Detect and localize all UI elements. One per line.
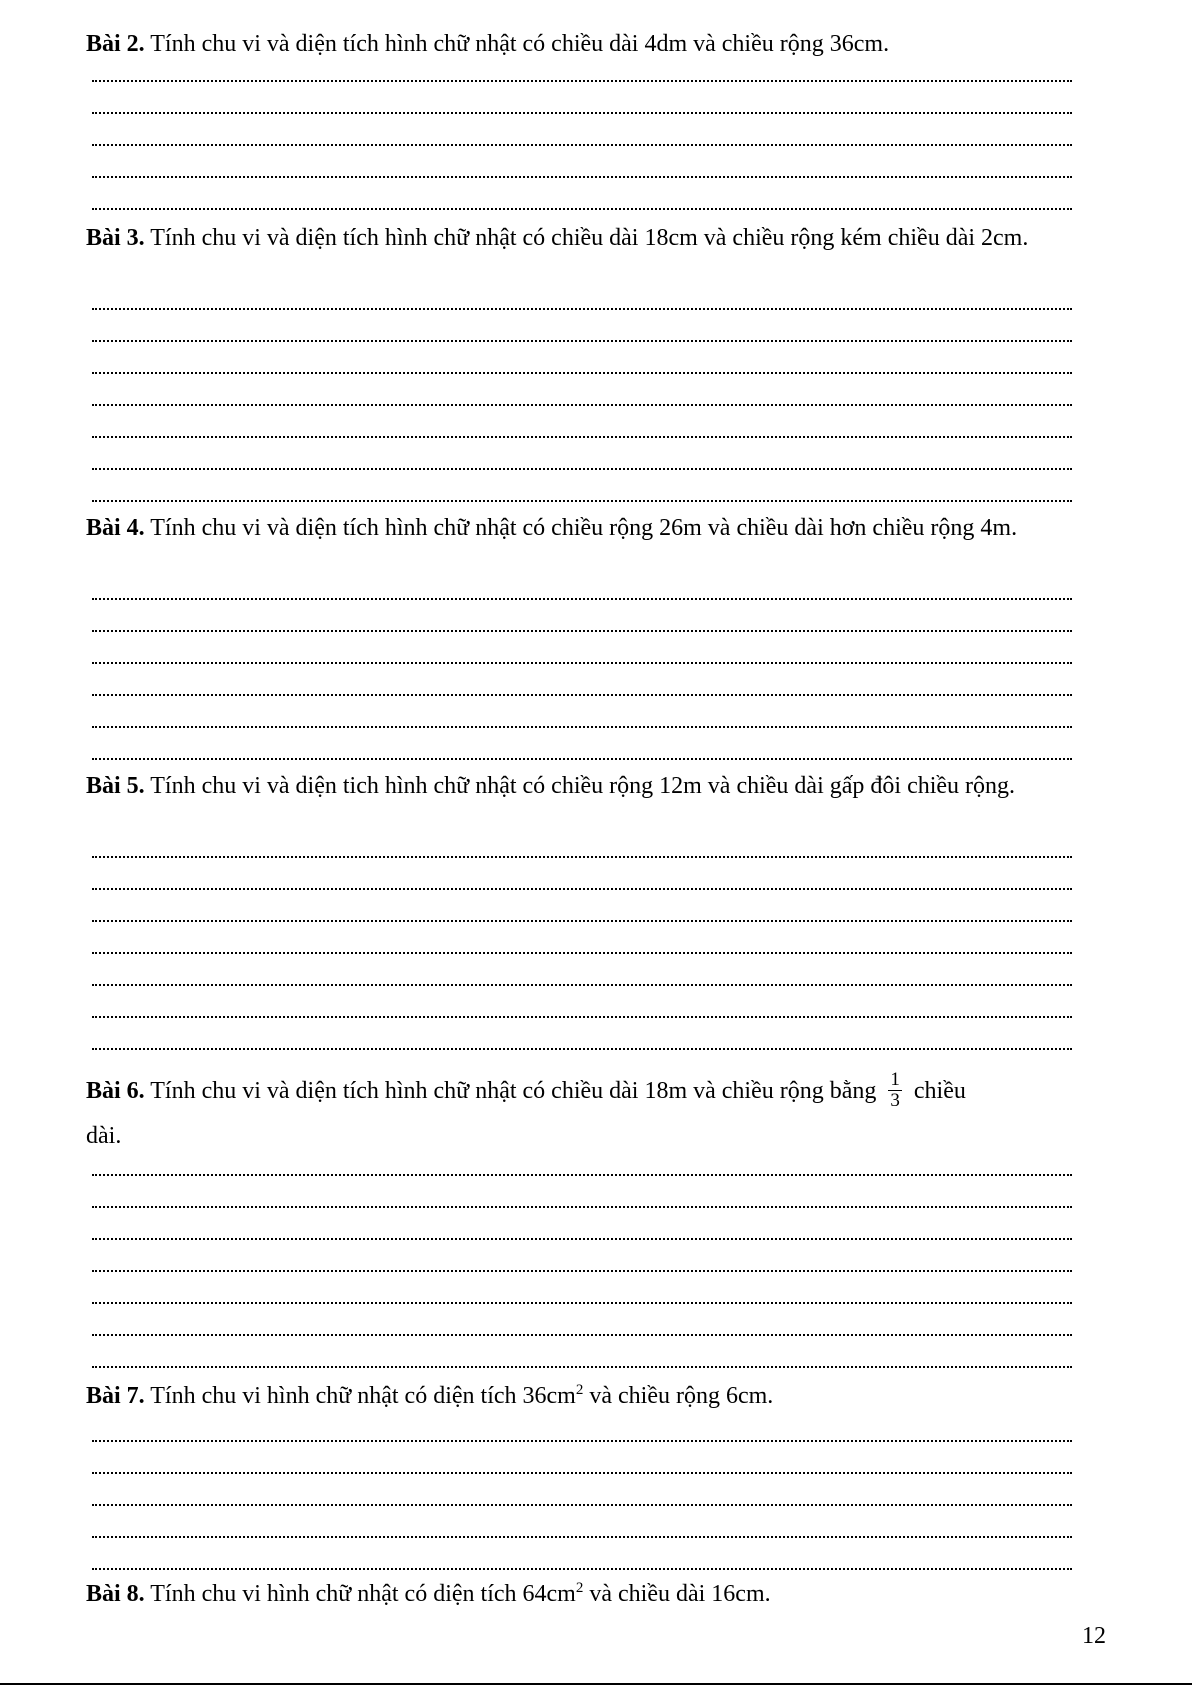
answer-line[interactable] — [92, 1474, 1072, 1506]
answer-line[interactable] — [92, 696, 1072, 728]
answer-line[interactable] — [92, 568, 1072, 600]
problem-3-label: Bài 3. — [86, 225, 145, 251]
problem-6-text-line2: dài. — [86, 1123, 122, 1149]
answer-line[interactable] — [92, 438, 1072, 470]
answer-line[interactable] — [92, 342, 1072, 374]
answer-line[interactable] — [92, 890, 1072, 922]
problem-8-text: Tính chu vi hình chữ nhật có diện tích 64cm — [144, 1581, 576, 1607]
answer-line[interactable] — [92, 1304, 1072, 1336]
fraction-denominator: 3 — [890, 1090, 900, 1111]
problem-4-label: Bài 4. — [86, 515, 145, 541]
answer-line[interactable] — [92, 826, 1072, 858]
answer-line[interactable] — [92, 406, 1072, 438]
answer-line[interactable] — [92, 50, 1072, 82]
problem-6 — [86, 1069, 1106, 1113]
answer-line[interactable] — [92, 600, 1072, 632]
problem-2-answer-lines — [92, 50, 1072, 210]
fraction — [888, 1070, 902, 1111]
superscript: 2 — [575, 1382, 584, 1398]
superscript: 2 — [575, 1580, 584, 1596]
problem-7-answer-lines — [92, 1410, 1072, 1570]
problem-8-label: Bài 8. — [86, 1581, 145, 1607]
answer-line[interactable] — [92, 986, 1072, 1018]
page-number: 12 — [1082, 1623, 1106, 1649]
problem-7-text: Tính chu vi hình chữ nhật có diện tích 36cm — [144, 1383, 576, 1409]
problem-6-answer-lines — [92, 1144, 1072, 1368]
answer-line[interactable] — [92, 632, 1072, 664]
problem-2-label: Bài 2. — [86, 31, 145, 57]
problem-7-label: Bài 7. — [86, 1383, 145, 1409]
problem-3-text: Tính chu vi và diện tích hình chữ nhật có chiều dài 18cm và chiều rộng kém chiều dài 2cm. — [144, 225, 1029, 251]
problem-4 — [86, 512, 1106, 544]
answer-line[interactable] — [92, 1144, 1072, 1176]
problem-2-text: Tính chu vi và diện tích hình chữ nhật có chiều dài 4dm và chiều rộng 36cm. — [144, 31, 890, 57]
answer-line[interactable] — [92, 470, 1072, 502]
answer-line[interactable] — [92, 1018, 1072, 1050]
answer-line[interactable] — [92, 728, 1072, 760]
answer-line[interactable] — [92, 954, 1072, 986]
answer-line[interactable] — [92, 114, 1072, 146]
problem-8-text-end: và chiều dài 16cm. — [583, 1581, 771, 1607]
answer-line[interactable] — [92, 1208, 1072, 1240]
answer-line[interactable] — [92, 1176, 1072, 1208]
answer-line[interactable] — [92, 310, 1072, 342]
problem-5-label: Bài 5. — [86, 773, 145, 799]
answer-line[interactable] — [92, 1240, 1072, 1272]
problem-7-text-end: và chiều rộng 6cm. — [583, 1383, 774, 1409]
problem-5-text: Tính chu vi và diện tich hình chữ nhật có chiều rộng 12m và chiều dài gấp đôi chiều rộng. — [144, 773, 1016, 799]
answer-line[interactable] — [92, 1506, 1072, 1538]
answer-line[interactable] — [92, 178, 1072, 210]
answer-line[interactable] — [92, 1272, 1072, 1304]
answer-line[interactable] — [92, 1538, 1072, 1570]
answer-line[interactable] — [92, 1336, 1072, 1368]
answer-line[interactable] — [92, 374, 1072, 406]
problem-3 — [86, 222, 1106, 254]
answer-line[interactable] — [92, 82, 1072, 114]
problem-7 — [86, 1380, 1106, 1412]
answer-line[interactable] — [92, 278, 1072, 310]
problem-3-answer-lines — [92, 278, 1072, 502]
fraction-numerator: 1 — [890, 1069, 900, 1090]
problem-4-text: Tính chu vi và diện tích hình chữ nhật có chiều rộng 26m và chiều dài hơn chiều rộng 4m. — [144, 515, 1018, 541]
answer-line[interactable] — [92, 922, 1072, 954]
answer-line[interactable] — [92, 1442, 1072, 1474]
problem-4-answer-lines — [92, 568, 1072, 760]
answer-line[interactable] — [92, 1410, 1072, 1442]
answer-line[interactable] — [92, 146, 1072, 178]
problem-6-label: Bài 6. — [86, 1078, 145, 1105]
problem-5 — [86, 770, 1106, 802]
problem-8 — [86, 1578, 1106, 1610]
problem-5-answer-lines — [92, 826, 1072, 1050]
problem-6-text: Tính chu vi và diện tích hình chữ nhật có chiều dài 18m và chiều rộng bằng — [144, 1078, 883, 1105]
answer-line[interactable] — [92, 664, 1072, 696]
answer-line[interactable] — [92, 858, 1072, 890]
problem-6-text-end: chiều — [907, 1078, 966, 1105]
